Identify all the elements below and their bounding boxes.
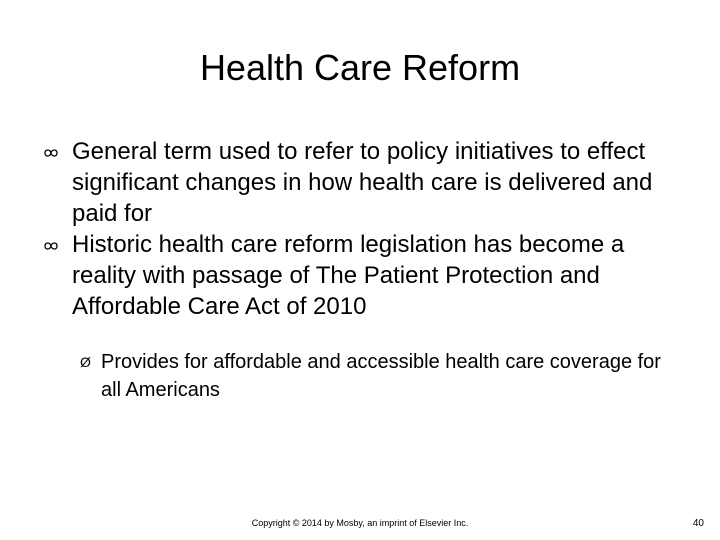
bullet-text: General term used to refer to policy initiatives to effect significant changes in how health care is delivered and paid for	[72, 138, 653, 227]
sub-bullet-list	[80, 348, 680, 404]
sub-bullet-text: Provides for affordable and accessible health care coverage for all Americans	[101, 351, 661, 401]
bullet-text: Historic health care reform legislation has become a reality with passage of The Patient Protection and Affordable Care Act of 2010	[72, 231, 625, 320]
bullet-list	[44, 136, 684, 322]
bullet-icon	[44, 241, 58, 251]
arrow-bullet-icon: Ø	[80, 354, 91, 370]
slide-title: Health Care Reform	[199, 47, 521, 88]
copyright-footer: Copyright © 2014 by Mosby, an imprint of Elsevier Inc.	[251, 518, 469, 528]
bullet-item	[44, 229, 684, 322]
bullet-item	[44, 136, 684, 229]
bullet-icon	[44, 148, 58, 158]
sub-bullet-item	[80, 348, 680, 404]
page-number: 40	[692, 518, 704, 529]
